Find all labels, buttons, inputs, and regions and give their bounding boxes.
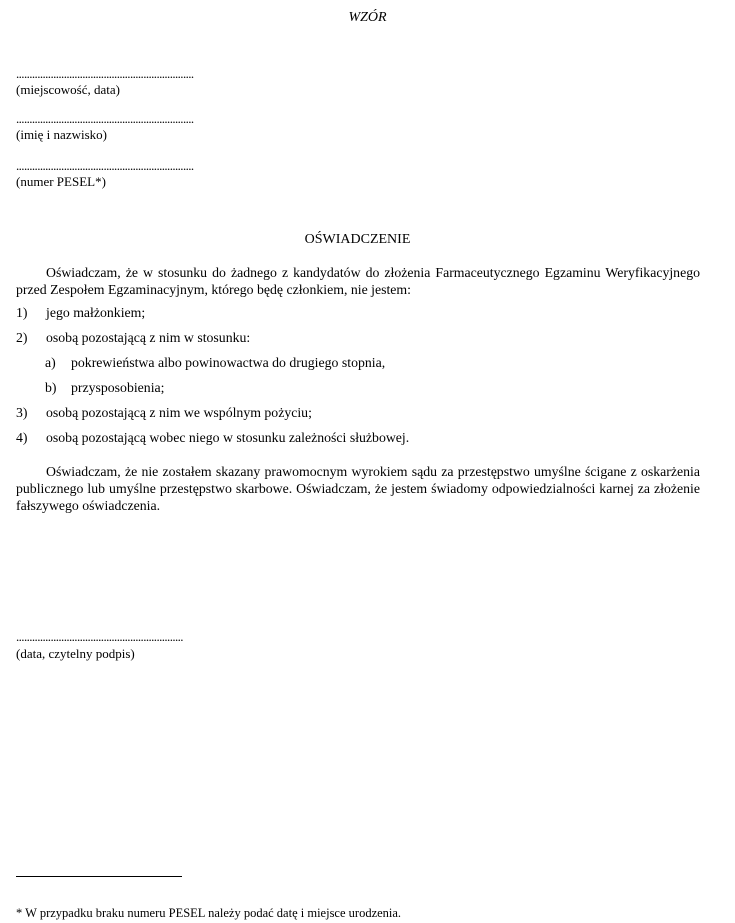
footnote-text: * W przypadku braku numeru PESEL należy podać datę i miejsce urodzenia.	[16, 906, 402, 920]
list-item-text: osobą pozostającą z nim we wspólnym pożyciu;	[46, 405, 312, 420]
sub-item-text: pokrewieństwa albo powinowactwa do drugiego stopnia,	[71, 355, 386, 370]
list-item-text: osobą pozostającą z nim w stosunku:	[46, 330, 251, 345]
list-item-number: 2)	[16, 330, 28, 345]
sub-item-letter: a)	[45, 355, 56, 370]
pesel-label: (numer PESEL*)	[16, 174, 106, 189]
statement-paragraph: Oświadczam, że nie zostałem skazany prawomocnym wyrokiem sądu za przestępstwo umyślne ścigane z oskarżenia publicznego lub umyślne przestępstwo skarbowe. Oświadczam, że jestem świadomy odpowiedzialności karnej za złożenie fałszywego oświadczenia.	[16, 464, 700, 513]
sub-item-text: przysposobienia;	[71, 380, 165, 395]
list-item-text: osobą pozostającą wobec niego w stosunku zależności służbowej.	[46, 430, 410, 445]
list-item-number: 1)	[16, 305, 28, 320]
name-fill-line: ...................................................................	[16, 111, 194, 126]
pesel-fill-line: ...................................................................	[16, 158, 194, 173]
name-label: (imię i nazwisko)	[16, 127, 107, 142]
list-item-number: 4)	[16, 430, 28, 445]
list-item-text: jego małżonkiem;	[46, 305, 146, 320]
intro-paragraph: Oświadczam, że w stosunku do żadnego z kandydatów do złożenia Farmaceutycznego Egzaminu Weryfikacyjnego przed Zespołem Egzaminacyjnym, którego będę członkiem, nie jestem:	[16, 265, 700, 297]
place-date-fill-line: ...................................................................	[16, 66, 194, 81]
signature-label: (data, czytelny podpis)	[16, 646, 135, 661]
footnote-separator	[16, 876, 182, 877]
list-item-number: 3)	[16, 405, 28, 420]
place-date-label: (miejscowość, data)	[16, 82, 120, 97]
document-title: OŚWIADCZENIE	[304, 232, 411, 247]
template-header: WZÓR	[348, 10, 387, 25]
signature-fill-line: ...............................................................	[16, 629, 183, 644]
sub-item-letter: b)	[45, 380, 57, 395]
